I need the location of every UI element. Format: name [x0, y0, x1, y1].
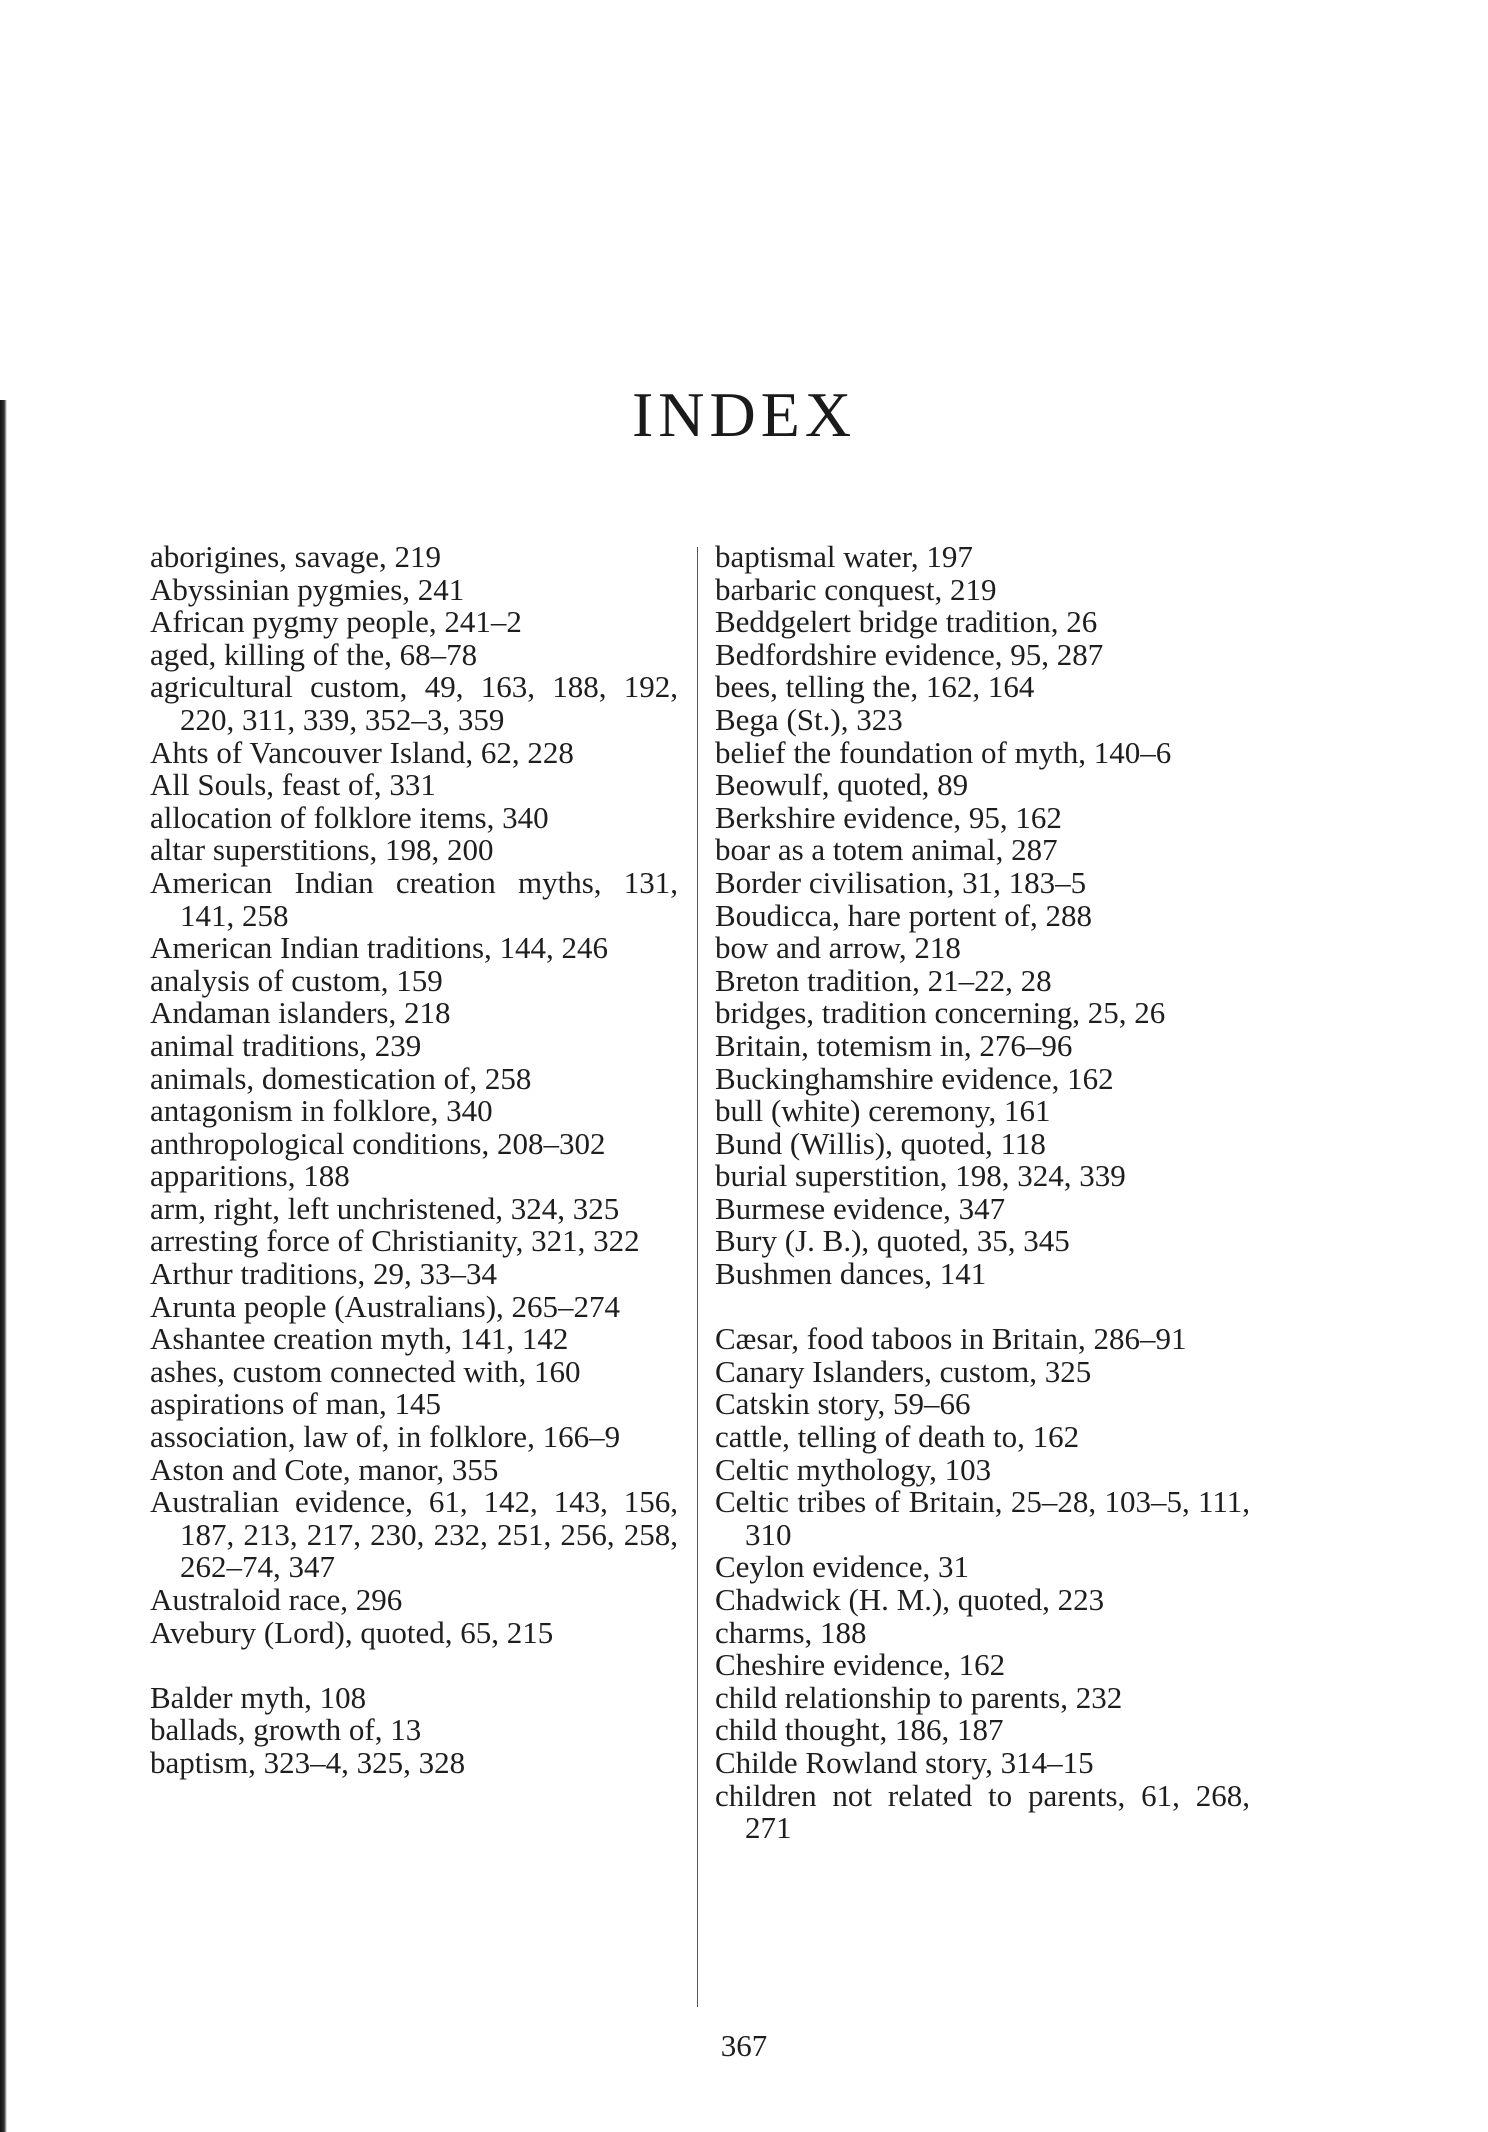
index-entry: Abyssinian pygmies, 241 [150, 571, 465, 607]
index-entry: bull (white) ceremony, 161 [715, 1093, 1051, 1129]
index-entry: Beowulf, quoted, 89 [715, 767, 969, 803]
index-entry: children not related to parents, 61, 268, 271 [715, 1777, 1250, 1846]
index-entry: Aston and Cote, manor, 355 [150, 1451, 499, 1487]
index-entry: American Indian traditions, 144, 246 [150, 930, 609, 966]
index-entry: antagonism in folklore, 340 [150, 1093, 493, 1129]
index-entry: Bedfordshire evidence, 95, 287 [715, 636, 1104, 672]
index-entry: Cæsar, food taboos in Britain, 286–91 [715, 1321, 1187, 1357]
index-entry: Chadwick (H. M.), quoted, 223 [715, 1582, 1105, 1617]
index-entry: Andaman islanders, 218 [150, 995, 451, 1031]
index-entry: anthropological conditions, 208–302 [150, 1125, 606, 1161]
column-divider [697, 547, 698, 2007]
index-entry: agricultural custom, 49, 163, 188, 192, 220, 311, 339, 352–3, 359 [150, 669, 678, 737]
index-entry: boar as a totem animal, 287 [715, 832, 1058, 868]
page-number: 367 [720, 2028, 768, 2063]
index-entry: arresting force of Christianity, 321, 322 [150, 1223, 640, 1259]
index-entry: Cheshire evidence, 162 [715, 1647, 1006, 1683]
index-entry: analysis of custom, 159 [150, 962, 443, 998]
index-entry: African pygmy people, 241–2 [150, 604, 522, 640]
letter-section-gap [150, 1649, 678, 1682]
page-title: INDEX [631, 379, 857, 450]
index-column-right [715, 541, 1250, 1845]
index-entry: Buckinghamshire evidence, 162 [715, 1060, 1114, 1096]
index-entry: ashes, custom connected with, 160 [150, 1353, 581, 1389]
index-entry: aspirations of man, 145 [150, 1386, 442, 1422]
index-entry: Burmese evidence, 347 [715, 1190, 1006, 1226]
index-entry: bridges, tradition concerning, 25, 26 [715, 995, 1166, 1031]
index-entry: Border civilisation, 31, 183–5 [715, 864, 1087, 900]
index-entry: Bega (St.), 323 [715, 701, 903, 737]
index-entry: All Souls, feast of, 331 [150, 767, 436, 803]
index-entry: Avebury (Lord), quoted, 65, 215 [150, 1614, 554, 1650]
index-entry: Balder myth, 108 [150, 1679, 367, 1715]
index-entry: Breton tradition, 21–22, 28 [715, 962, 1052, 998]
letter-section-gap [715, 1291, 1250, 1324]
index-entry: barbaric conquest, 219 [715, 571, 997, 607]
index-entry: Bund (Willis), quoted, 118 [715, 1125, 1046, 1161]
index-entry: Australian evidence, 61, 142, 143, 156, 187, 213, 217, 230, 232, 251, 256, 258, 262–74, 347 [150, 1484, 678, 1585]
index-entry: bow and arrow, 218 [715, 930, 961, 966]
index-entry: association, law of, in folklore, 166–9 [150, 1419, 621, 1455]
index-entry: aged, killing of the, 68–78 [150, 636, 478, 672]
index-entry: belief the foundation of myth, 140–6 [715, 734, 1172, 770]
index-entry: charms, 188 [715, 1614, 867, 1650]
index-column-left [150, 541, 678, 1780]
index-entry: Ceylon evidence, 31 [715, 1549, 969, 1585]
index-entry: Ashantee creation myth, 141, 142 [150, 1321, 569, 1357]
index-entry: baptism, 323–4, 325, 328 [150, 1744, 466, 1780]
index-entry: American Indian creation myths, 131, 141, 258 [150, 864, 678, 933]
index-entry: Britain, totemism in, 276–96 [715, 1027, 1073, 1063]
index-entry: aborigines, savage, 219 [150, 539, 441, 574]
index-entry: Celtic mythology, 103 [715, 1451, 992, 1487]
index-entry: Bury (J. B.), quoted, 35, 345 [715, 1223, 1070, 1259]
index-entry: Boudicca, hare portent of, 288 [715, 897, 1093, 933]
index-entry: Australoid race, 296 [150, 1582, 403, 1617]
index-entry: baptismal water, 197 [715, 539, 973, 574]
index-entry: Berkshire evidence, 95, 162 [715, 799, 1062, 835]
index-entry: arm, right, left unchristened, 324, 325 [150, 1190, 620, 1226]
index-entry: animal traditions, 239 [150, 1027, 422, 1063]
index-entry: Childe Rowland story, 314–15 [715, 1744, 1094, 1780]
index-entry: cattle, telling of death to, 162 [715, 1419, 1080, 1455]
index-entry: apparitions, 188 [150, 1158, 350, 1194]
index-entry: Arunta people (Australians), 265–274 [150, 1288, 621, 1324]
index-entry: child relationship to parents, 232 [715, 1679, 1123, 1715]
index-entry: Bushmen dances, 141 [715, 1256, 987, 1292]
index-entry: animals, domestication of, 258 [150, 1060, 532, 1096]
index-entry: child thought, 186, 187 [715, 1712, 1004, 1748]
binding-edge [0, 400, 7, 2132]
index-entry: bees, telling the, 162, 164 [715, 669, 1035, 705]
index-entry: Celtic tribes of Britain, 25–28, 103–5, 111, 310 [715, 1484, 1250, 1552]
index-entry: Beddgelert bridge tradition, 26 [715, 604, 1098, 640]
index-entry: ballads, growth of, 13 [150, 1712, 422, 1748]
index-entry: burial superstition, 198, 324, 339 [715, 1158, 1126, 1194]
index-entry: altar superstitions, 198, 200 [150, 832, 494, 868]
index-entry: Arthur traditions, 29, 33–34 [150, 1256, 497, 1292]
index-entry: Canary Islanders, custom, 325 [715, 1353, 1092, 1389]
index-entry: Ahts of Vancouver Island, 62, 228 [150, 734, 574, 770]
index-entry: Catskin story, 59–66 [715, 1386, 971, 1422]
index-entry: allocation of folklore items, 340 [150, 799, 549, 835]
